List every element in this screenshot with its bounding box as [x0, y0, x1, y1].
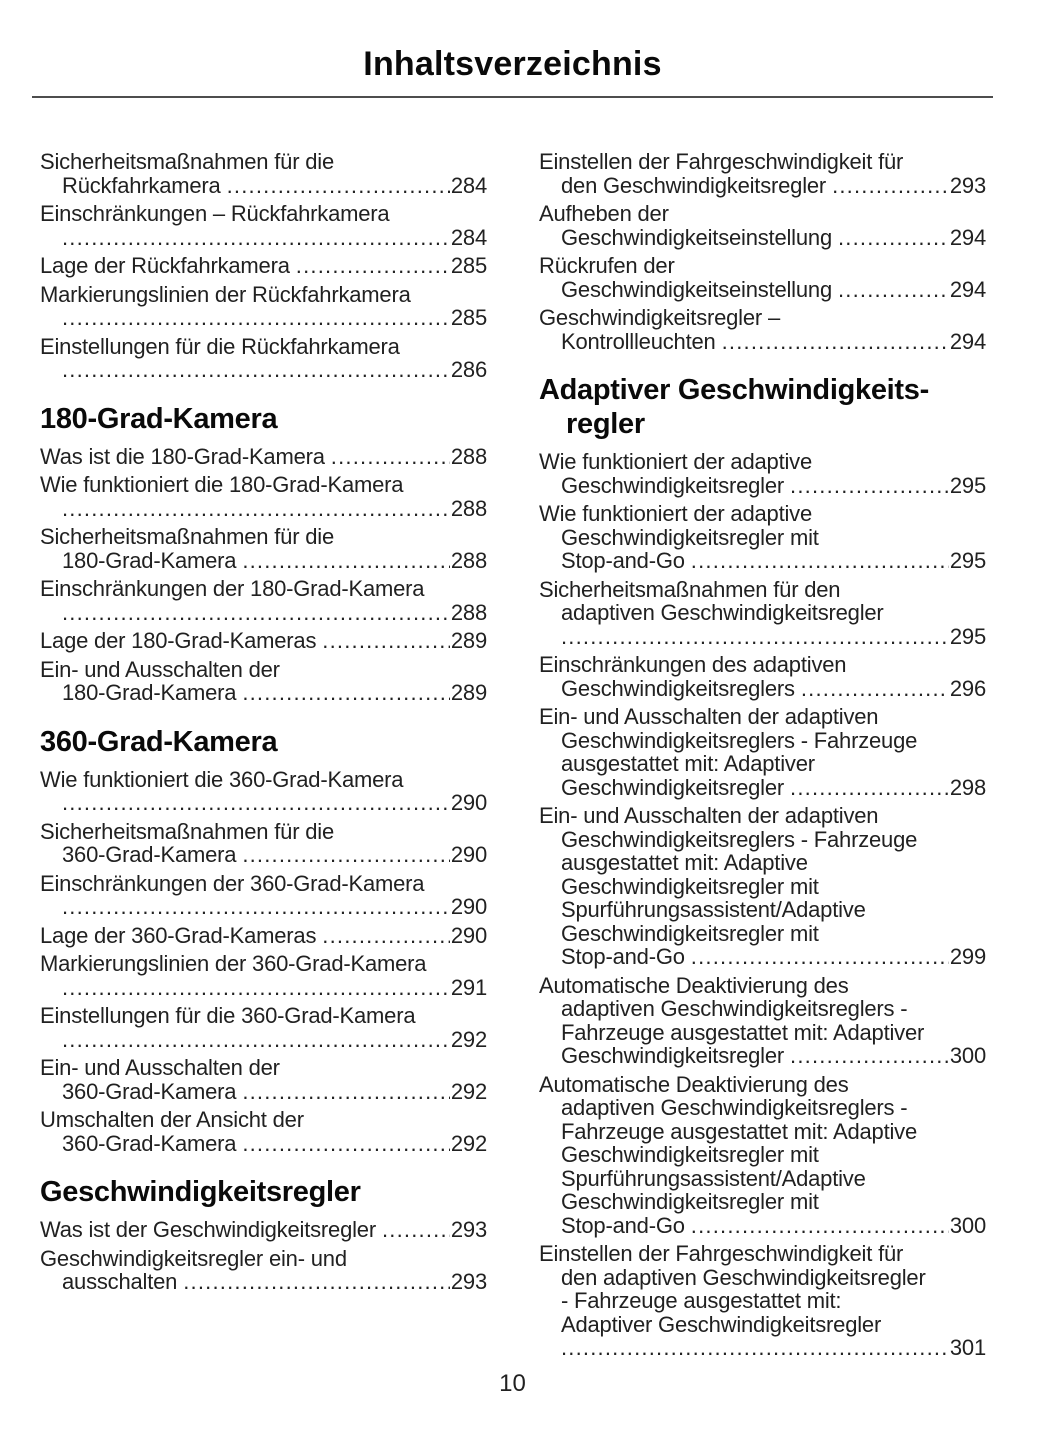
toc-entry — [539, 1242, 986, 1360]
toc-entry-text-line: Wie funktioniert der adaptive — [539, 449, 813, 474]
toc-entry-text-line: Einschränkungen der 180-Grad-Kamera — [40, 576, 425, 601]
section-heading — [40, 725, 487, 759]
toc-entry-leader-line — [539, 474, 986, 498]
toc-entry — [539, 450, 986, 497]
dot-leader — [227, 174, 450, 198]
dot-leader — [242, 1132, 450, 1156]
page-ref: 284 — [450, 172, 487, 198]
toc-entry-text-line: Wie funktioniert der adaptive — [539, 501, 813, 526]
toc-entry-text: Geschwindigkeitsreglers — [561, 675, 795, 701]
toc-entry-text-line: Geschwindigkeitsregler mit — [561, 873, 819, 899]
dot-leader — [838, 226, 949, 250]
dot-leader — [561, 1336, 949, 1360]
toc-entry-leader-line — [40, 1270, 487, 1294]
page-ref: 288 — [450, 443, 487, 469]
page-ref: 291 — [450, 974, 487, 1000]
toc-entry-text-line: Sicherheitsmaßnahmen für die — [40, 149, 334, 174]
dot-leader — [838, 278, 949, 302]
toc-entry-leader-line — [539, 278, 986, 302]
toc-entry — [40, 820, 487, 867]
toc-entry-text-line: Geschwindigkeitsregler mit — [561, 524, 819, 550]
page-ref: 290 — [450, 842, 487, 867]
toc-entry-text-line: Sicherheitsmaßnahmen für die — [40, 818, 334, 844]
dot-leader — [62, 1028, 450, 1052]
toc-entry — [40, 872, 487, 919]
page-ref: 299 — [949, 944, 986, 969]
toc-entry — [539, 705, 986, 799]
toc-entry-text-line: Wie funktioniert die 360-Grad-Kamera — [40, 766, 404, 792]
toc-entry — [40, 577, 487, 624]
page-ref: 289 — [450, 628, 487, 653]
toc-entry-leader-line — [40, 1218, 487, 1242]
toc-entry-leader-line — [539, 1336, 986, 1360]
toc-entry-text: Lage der Rückfahrkamera — [40, 253, 290, 278]
toc-entry-leader-line — [40, 445, 487, 469]
page-ref: 295 — [949, 472, 986, 498]
page-ref: 300 — [949, 1043, 986, 1068]
toc-entry-text-line: Geschwindigkeitsregler mit — [561, 920, 819, 946]
toc-entry-leader-line — [539, 625, 986, 649]
toc-entry-text: Stop-and-Go — [561, 1212, 685, 1238]
toc-entry-text-line: Einschränkungen des adaptiven — [539, 652, 847, 677]
dot-leader — [296, 254, 450, 278]
toc-entry-text-line: adaptiven Geschwindigkeitsregler — [561, 600, 884, 625]
toc-entry-text-line: Ein- und Ausschalten der — [40, 656, 280, 682]
dot-leader — [62, 895, 450, 919]
toc-entry-leader-line — [539, 549, 986, 573]
toc-entry-text-line: ausgestattet mit: Adaptiver — [561, 751, 815, 776]
toc-entry-leader-line — [539, 226, 986, 250]
dot-leader — [62, 601, 450, 625]
toc-entry-text-line: adaptiven Geschwindigkeitsreglers - — [561, 1095, 908, 1120]
toc-entry — [539, 578, 986, 649]
toc-entry-leader-line — [40, 358, 487, 382]
page-ref: 293 — [949, 172, 986, 198]
toc-entry — [40, 768, 487, 815]
toc-entry-text-line: Einschränkungen der 360-Grad-Kamera — [40, 870, 425, 896]
page-ref: 300 — [949, 1212, 986, 1238]
page-title: Inhaltsverzeichnis — [363, 45, 662, 83]
page-ref: 294 — [949, 276, 986, 302]
dot-leader — [62, 791, 450, 815]
toc-entry-text-line: Sicherheitsmaßnahmen für die — [40, 524, 334, 549]
page-ref: 295 — [949, 623, 986, 649]
toc-entry — [40, 1004, 487, 1051]
toc-entry-leader-line — [40, 549, 487, 573]
toc-entry-text-line: Spurführungsassistent/Adaptive — [561, 897, 866, 922]
toc-entry-text: 180-Grad-Kamera — [62, 680, 237, 705]
page-ref: 294 — [949, 224, 986, 250]
dot-leader — [790, 474, 949, 498]
toc-entry — [40, 283, 487, 330]
toc-entry-text-line: Einschränkungen – Rückfahrkamera — [40, 201, 390, 226]
toc-entry-text-line: Einstellen der Fahrgeschwindigkeit für — [539, 1241, 904, 1266]
toc-entry-leader-line — [40, 497, 487, 521]
toc-entry — [40, 473, 487, 520]
toc-entry-text: den Geschwindigkeitsregler — [561, 172, 827, 198]
page-ref: 285 — [450, 305, 487, 330]
toc-entry-text: Was ist der Geschwindigkeitsregler — [40, 1217, 376, 1242]
toc-entry-leader-line — [539, 677, 986, 701]
dot-leader — [242, 1080, 450, 1104]
toc-entry-leader-line — [40, 791, 487, 815]
section-heading — [539, 373, 986, 441]
toc-entry-text-line: Geschwindigkeitsregler ein- und — [40, 1245, 347, 1271]
toc-entry-leader-line — [539, 174, 986, 198]
toc-entry — [539, 1073, 986, 1238]
page-ref: 290 — [450, 894, 487, 919]
toc-entry-text: 180-Grad-Kamera — [62, 547, 237, 573]
section-heading-line: Adaptiver Geschwindigkeits- — [539, 374, 929, 406]
toc-entry-text: Was ist die 180-Grad-Kamera — [40, 443, 325, 469]
toc-entry — [40, 525, 487, 572]
toc-entry — [539, 254, 986, 301]
toc-entry-text-line: Sicherheitsmaßnahmen für den — [539, 576, 841, 602]
toc-entry-leader-line — [40, 226, 487, 250]
toc-entry-text-line: Fahrzeuge ausgestattet mit: Adaptive — [561, 1118, 918, 1144]
page-number: 10 — [499, 1370, 526, 1397]
dot-leader — [62, 358, 450, 382]
toc-entry — [40, 254, 487, 278]
toc-entry-leader-line — [40, 895, 487, 919]
page-ref: 293 — [450, 1217, 487, 1242]
toc-entry — [539, 974, 986, 1068]
page-ref: 292 — [450, 1130, 487, 1156]
dot-leader — [722, 330, 949, 354]
toc-entry-text-line: Wie funktioniert die 180-Grad-Kamera — [40, 472, 404, 497]
page-ref: 294 — [949, 328, 986, 354]
toc-entry-leader-line — [40, 976, 487, 1000]
toc-entry-leader-line — [40, 843, 487, 867]
dot-leader — [183, 1270, 450, 1294]
page-ref: 284 — [450, 224, 487, 250]
toc-entry — [40, 445, 487, 469]
toc-entry-text-line: Einstellungen für die 360-Grad-Kamera — [40, 1003, 416, 1028]
dot-leader — [62, 226, 450, 250]
toc-entry-text: ausschalten — [62, 1269, 178, 1294]
toc-entry-text-line: Fahrzeuge ausgestattet mit: Adaptiver — [561, 1019, 925, 1045]
toc-entry-leader-line — [539, 776, 986, 800]
section-heading — [40, 402, 487, 436]
toc-entry-text-line: Automatische Deaktivierung des — [539, 1071, 849, 1097]
dot-leader — [832, 174, 949, 198]
page-ref: 292 — [450, 1026, 487, 1052]
toc-entry — [539, 202, 986, 249]
toc-entry-text: Stop-and-Go — [561, 548, 685, 573]
toc-entry-text: Geschwindigkeitseinstellung — [561, 276, 832, 302]
toc-entry — [539, 804, 986, 969]
dot-leader — [242, 843, 450, 867]
toc-entry-text-line: - Fahrzeuge ausgestattet mit: — [561, 1288, 842, 1313]
toc-entry — [539, 150, 986, 197]
dot-leader — [790, 1044, 949, 1068]
toc-entry — [40, 1108, 487, 1155]
toc-entry — [40, 924, 487, 948]
toc-entry-leader-line — [40, 601, 487, 625]
toc-entry-leader-line — [40, 1028, 487, 1052]
toc-entry-leader-line — [539, 1044, 986, 1068]
toc-entry-text-line: Ein- und Ausschalten der — [40, 1055, 280, 1080]
page-header — [0, 0, 1055, 98]
toc-entry-text-line: Geschwindigkeitsregler – — [539, 305, 780, 330]
dot-leader — [691, 1214, 949, 1238]
toc-entry-text: Lage der 360-Grad-Kameras — [40, 922, 317, 948]
dot-leader — [322, 924, 450, 948]
toc-entry — [40, 952, 487, 999]
toc-entry — [539, 653, 986, 700]
toc-entry-text: 360-Grad-Kamera — [62, 842, 237, 867]
dot-leader — [62, 497, 450, 521]
toc-entry-text: Geschwindigkeitsregler — [561, 774, 785, 800]
toc-entry-text-line: Geschwindigkeitsregler mit — [561, 1189, 819, 1214]
dot-leader — [62, 306, 450, 330]
toc-entry-leader-line — [40, 254, 487, 278]
toc-entry-leader-line — [40, 306, 487, 330]
dot-leader — [801, 677, 949, 701]
toc-entry — [40, 335, 487, 382]
toc-entry-leader-line — [40, 1080, 487, 1104]
toc-entry-text-line: Geschwindigkeitsreglers - Fahrzeuge — [561, 826, 918, 852]
toc-entry-text-line: Geschwindigkeitsregler mit — [561, 1142, 819, 1167]
toc-column-left — [40, 150, 487, 1365]
toc-entry — [40, 1056, 487, 1103]
toc-entry-text: Geschwindigkeitseinstellung — [561, 224, 832, 250]
dot-leader — [790, 776, 949, 800]
toc-entry-text: Kontrollleuchten — [561, 328, 716, 354]
section-heading — [40, 1175, 487, 1209]
toc-entry-text: 360-Grad-Kamera — [62, 1130, 237, 1156]
section-heading-line: 180-Grad-Kamera — [40, 402, 278, 435]
toc-entry-leader-line — [539, 945, 986, 969]
toc-entry-text-line: Einstellungen für die Rückfahrkamera — [40, 333, 400, 359]
page-ref: 288 — [450, 599, 487, 625]
toc-entry-text: 360-Grad-Kamera — [62, 1078, 237, 1104]
toc-entry — [40, 629, 487, 653]
dot-leader — [62, 976, 450, 1000]
page-ref: 293 — [450, 1269, 487, 1294]
dot-leader — [691, 549, 949, 573]
toc-entry — [40, 658, 487, 705]
page-ref: 285 — [450, 253, 487, 278]
toc-column-right — [539, 150, 986, 1365]
toc-entry-text-line: adaptiven Geschwindigkeitsreglers - — [561, 996, 908, 1021]
page-ref: 301 — [949, 1335, 986, 1360]
toc-entry-leader-line — [539, 330, 986, 354]
toc-entry — [539, 502, 986, 573]
toc-entry-text-line: ausgestattet mit: Adaptive — [561, 850, 808, 875]
toc — [0, 98, 1055, 1365]
toc-entry-text-line: Umschalten der Ansicht der — [40, 1107, 304, 1132]
page-ref: 295 — [949, 548, 986, 573]
toc-entry-text-line: Einstellen der Fahrgeschwindigkeit für — [539, 149, 904, 174]
toc-entry-text-line: Ein- und Ausschalten der adaptiven — [539, 704, 879, 729]
toc-entry-text: Stop-and-Go — [561, 944, 685, 969]
toc-entry-text-line: Rückrufen der — [539, 253, 675, 278]
toc-entry-leader-line — [40, 681, 487, 705]
page-ref: 288 — [450, 495, 487, 521]
toc-entry — [539, 306, 986, 353]
toc-entry-leader-line — [40, 924, 487, 948]
toc-entry-text-line: Ein- und Ausschalten der adaptiven — [539, 803, 879, 828]
toc-entry-text-line: Automatische Deaktivierung des — [539, 972, 849, 998]
toc-entry-leader-line — [539, 1214, 986, 1238]
toc-entry-leader-line — [40, 174, 487, 198]
section-heading-line: Geschwindigkeitsregler — [40, 1176, 361, 1208]
page-ref: 292 — [450, 1078, 487, 1104]
toc-entry-text-line: Markierungslinien der 360-Grad-Kamera — [40, 951, 427, 976]
toc-entry-text: Geschwindigkeitsregler — [561, 472, 785, 498]
section-heading-line: 360-Grad-Kamera — [40, 725, 278, 758]
toc-entry-leader-line — [40, 629, 487, 653]
toc-entry — [40, 1218, 487, 1242]
toc-entry — [40, 150, 487, 197]
dot-leader — [331, 445, 450, 469]
toc-entry — [40, 202, 487, 249]
toc-entry-text: Geschwindigkeitsregler — [561, 1043, 785, 1068]
toc-entry-text-line: den adaptiven Geschwindigkeitsregler — [561, 1264, 926, 1290]
page-ref: 289 — [450, 680, 487, 705]
toc-entry-text: Lage der 180-Grad-Kameras — [40, 628, 317, 653]
page-ref: 286 — [450, 357, 487, 382]
page-ref: 290 — [450, 922, 487, 948]
section-heading-line: regler — [566, 408, 645, 440]
page-ref: 288 — [450, 547, 487, 573]
dot-leader — [242, 681, 450, 705]
toc-entry-text-line: Markierungslinien der Rückfahrkamera — [40, 281, 411, 307]
page-ref: 298 — [949, 774, 986, 800]
dot-leader — [382, 1218, 450, 1242]
page-ref: 290 — [450, 790, 487, 815]
dot-leader — [561, 625, 949, 649]
toc-entry-text: Rückfahrkamera — [62, 172, 221, 198]
toc-entry-text-line: Geschwindigkeitsreglers - Fahrzeuge — [561, 727, 918, 753]
page-ref: 296 — [949, 675, 986, 701]
toc-entry-leader-line — [40, 1132, 487, 1156]
dot-leader — [242, 549, 450, 573]
toc-entry-text-line: Aufheben der — [539, 201, 669, 226]
toc-entry — [40, 1247, 487, 1294]
toc-entry-text-line: Spurführungsassistent/Adaptive — [561, 1165, 866, 1191]
dot-leader — [322, 629, 450, 653]
toc-entry-text-line: Adaptiver Geschwindigkeitsregler — [561, 1311, 882, 1337]
dot-leader — [691, 945, 949, 969]
